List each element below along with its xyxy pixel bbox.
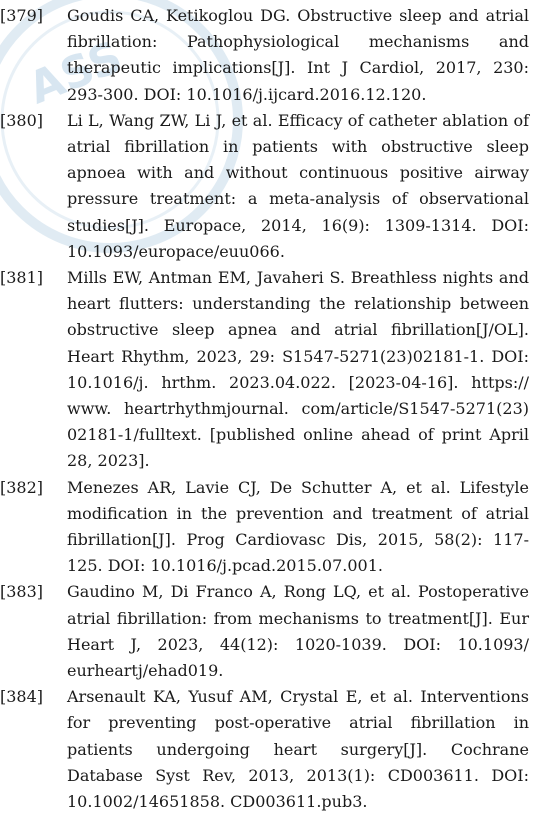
reference-number: [383] (0, 582, 44, 602)
reference-item (0, 579, 533, 684)
reference-text: Mills EW, Antman EM, Javaheri S. Breathless nights and heart flutters: understanding the relationship between obstructive sleep apnea and atrial fibrillation[J/OL]. Heart Rhythm, 2023, 29: S1547-5271(23)02181-1. DOI: 10.1016/j. hrthm. 2023.04.022. [2023-04-16]. https:// www. heartrhythmjournal. com/article/S1547-5271(23) 02181-1/fulltext. [published online ahead of print April 28, 2023]. (67, 268, 529, 471)
reference-number: [382] (0, 477, 44, 497)
reference-text: Menezes AR, Lavie CJ, De Schutter A, et al. Lifestyle modification in the prevention and treatment of atrial fibrillation[J]. Prog Cardiovasc Dis, 2015, 58(2): 117-125. DOI: 10.1016/j.pcad.2015.07.001. (67, 477, 529, 576)
reference-item (0, 265, 533, 475)
reference-text: Gaudino M, Di Franco A, Rong LQ, et al. Postoperative atrial fibrillation: from mechanisms to treatment[J]. Eur Heart J, 2023, 44(12): 1020-1039. DOI: 10.1093/ eurheartj/ehad019. (67, 582, 529, 681)
reference-list (0, 3, 533, 815)
reference-text: Goudis CA, Ketikoglou DG. Obstructive sleep and atrial fibrillation: Pathophysiological mechanisms and therapeutic implications[J]. Int J Cardiol, 2017, 230: 293-300. DOI: 10.1016/j.ijcard.2016.12.120. (67, 6, 529, 104)
reference-item (0, 3, 533, 108)
reference-number: [381] (0, 268, 44, 288)
watermark-text: ASS (21, 31, 130, 115)
reference-item (0, 475, 533, 580)
reference-number: [384] (0, 687, 44, 707)
reference-text: Arsenault KA, Yusuf AM, Crystal E, et al. Interventions for preventing post-operative atrial fibrillation in patients undergoing heart surgery[J]. Cochrane Database Syst Rev, 2013, 2013(1): CD003611. DOI: 10.1002/14651858. CD003611.pub3. (67, 687, 529, 812)
reference-number: [379] (0, 6, 44, 25)
reference-item (0, 684, 533, 815)
reference-text: Li L, Wang ZW, Li J, et al. Efficacy of catheter ablation of atrial fibrillation in patients with obstructive sleep apnoea with and without continuous positive airway pressure treatment: a meta-analysis of observational studies[J]. Europace, 2014, 16(9): 1309-1314. DOI: 10.1093/europace/euu066. (67, 110, 529, 261)
reference-number: [380] (0, 110, 44, 130)
reference-item (0, 108, 533, 265)
